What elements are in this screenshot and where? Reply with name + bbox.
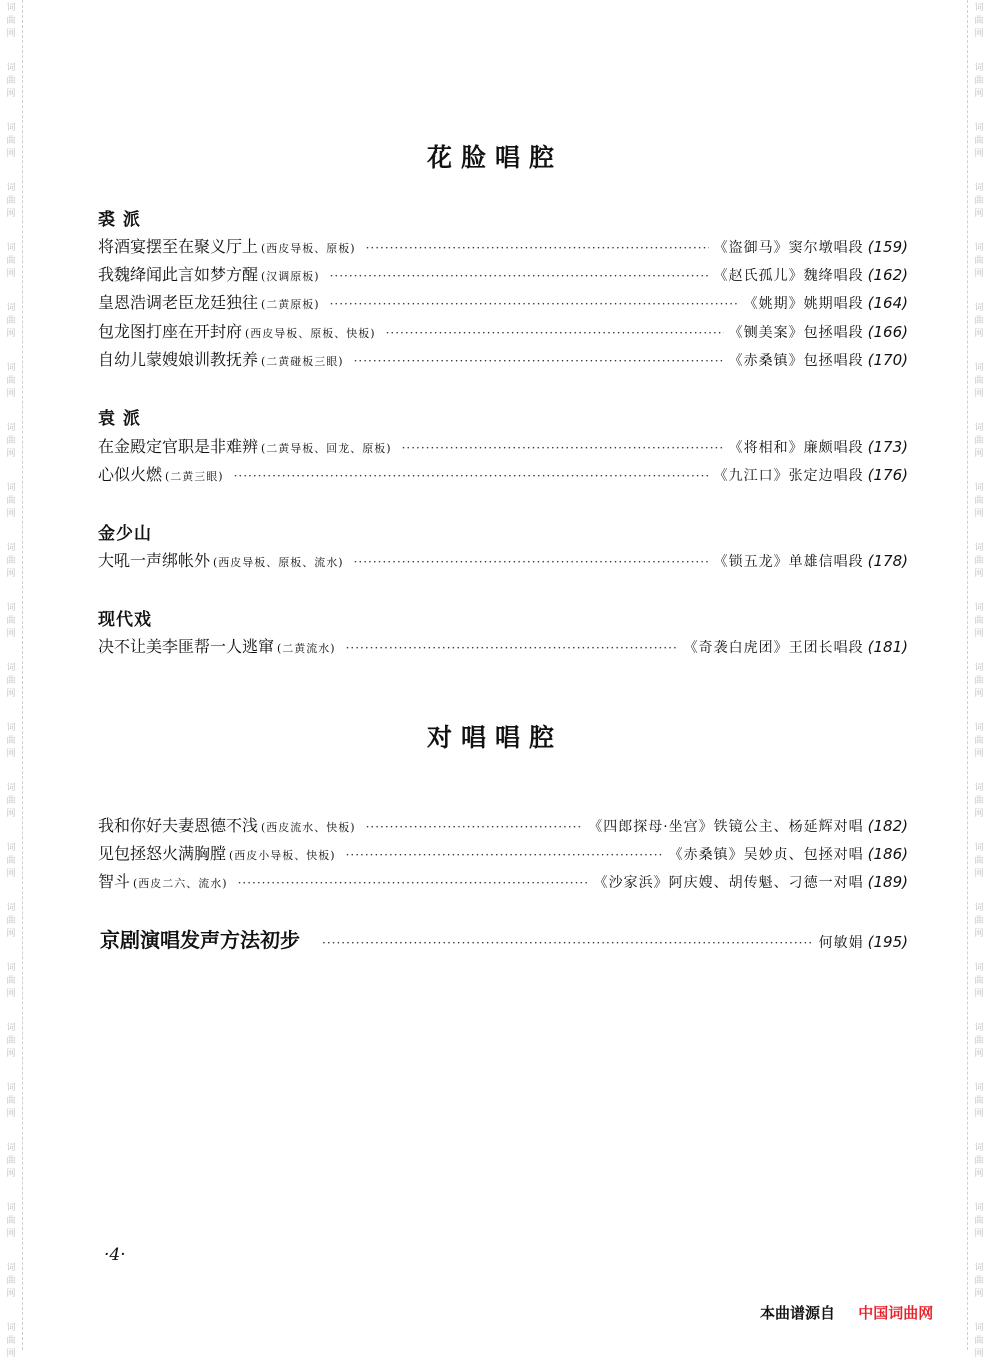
watermark-char: 曲 xyxy=(6,1156,16,1166)
watermark-char: 词 xyxy=(974,123,984,133)
watermark-char: 网 xyxy=(974,629,984,639)
watermark-glyph-group xyxy=(968,62,990,101)
watermark-char: 曲 xyxy=(6,796,16,806)
entry-note: (二黄流水) xyxy=(277,642,336,655)
watermark-char: 曲 xyxy=(974,436,984,446)
watermark-glyph-group xyxy=(0,542,22,581)
entry-source: 《赤桑镇》吴妙贞、包拯对唱 xyxy=(668,847,864,863)
watermark-char: 词 xyxy=(6,723,16,733)
entry-page: (186) xyxy=(867,845,908,863)
watermark-char: 网 xyxy=(6,809,16,819)
watermark-char: 网 xyxy=(6,329,16,339)
watermark-char: 曲 xyxy=(6,976,16,986)
entry-note: (二黄三眼) xyxy=(165,470,224,483)
watermark-glyph-group xyxy=(968,182,990,221)
entry-page: (178) xyxy=(867,552,908,570)
watermark-char: 网 xyxy=(974,29,984,39)
watermark-char: 词 xyxy=(6,663,16,673)
watermark-char: 曲 xyxy=(974,616,984,626)
watermark-glyph-group xyxy=(968,842,990,881)
watermark-char: 网 xyxy=(974,89,984,99)
watermark-glyph-group xyxy=(0,422,22,461)
dot-leader xyxy=(366,241,709,255)
entry-note: (西皮小导板、快板) xyxy=(229,849,336,862)
entry-page: (170) xyxy=(867,351,908,369)
watermark-char: 网 xyxy=(6,689,16,699)
entry-page: (159) xyxy=(867,238,908,256)
dot-leader xyxy=(238,876,589,890)
watermark-char: 曲 xyxy=(6,1096,16,1106)
entry-title: 自幼儿蒙嫂娘训教抚养 xyxy=(98,350,259,369)
entry-title: 心似火燃 xyxy=(98,465,163,484)
watermark-glyph-group xyxy=(0,1082,22,1121)
entry-note: (二黄原板) xyxy=(261,298,320,311)
watermark-char: 网 xyxy=(974,269,984,279)
entry-title: 皇恩浩调老臣龙廷独往 xyxy=(98,293,259,312)
watermark-char: 曲 xyxy=(6,1336,16,1346)
watermark-char: 词 xyxy=(6,123,16,133)
watermark-char: 词 xyxy=(974,303,984,313)
watermark-char: 曲 xyxy=(6,856,16,866)
watermark-char: 词 xyxy=(6,963,16,973)
watermark-char: 网 xyxy=(974,509,984,519)
watermark-char: 网 xyxy=(6,1049,16,1059)
watermark-char: 词 xyxy=(974,1263,984,1273)
watermark-char: 词 xyxy=(6,783,16,793)
watermark-char: 词 xyxy=(974,543,984,553)
watermark-glyph-group xyxy=(968,1202,990,1241)
toc-entry[interactable] xyxy=(98,347,908,371)
watermark-glyph-group xyxy=(0,1202,22,1241)
watermark-char: 曲 xyxy=(6,256,16,266)
watermark-char: 曲 xyxy=(974,196,984,206)
watermark-char: 曲 xyxy=(974,976,984,986)
watermark-char: 曲 xyxy=(974,1336,984,1346)
watermark-char: 曲 xyxy=(6,196,16,206)
watermark-glyph-group xyxy=(968,1022,990,1061)
watermark-char: 网 xyxy=(6,209,16,219)
watermark-glyph-group xyxy=(0,782,22,821)
watermark-glyph-group xyxy=(0,62,22,101)
dot-leader xyxy=(322,936,814,950)
dot-leader xyxy=(386,326,724,340)
entry-note: (二黄导板、回龙、原板) xyxy=(261,442,392,455)
watermark-char: 网 xyxy=(6,29,16,39)
watermark-char: 网 xyxy=(6,1349,16,1359)
watermark-char: 词 xyxy=(974,63,984,73)
entry-source: 《沙家浜》阿庆嫂、胡传魁、刁德一对唱 xyxy=(593,875,864,891)
watermark-glyph-group xyxy=(968,962,990,1001)
article-author: 何敏娟 xyxy=(818,935,864,951)
left-watermark-strip xyxy=(0,0,23,1359)
toc-entry[interactable] xyxy=(98,290,908,314)
dot-leader xyxy=(346,848,664,862)
entry-title: 见包拯怒火满胸膛 xyxy=(98,844,227,863)
watermark-glyph-group xyxy=(968,482,990,521)
watermark-char: 词 xyxy=(974,783,984,793)
watermark-char: 词 xyxy=(974,663,984,673)
watermark-char: 网 xyxy=(6,929,16,939)
watermark-char: 网 xyxy=(974,809,984,819)
dot-leader xyxy=(346,641,679,655)
watermark-char: 曲 xyxy=(6,1216,16,1226)
watermark-glyph-group xyxy=(0,1022,22,1061)
watermark-char: 网 xyxy=(974,329,984,339)
watermark-char: 网 xyxy=(6,509,16,519)
dot-leader xyxy=(330,297,739,311)
watermark-char: 词 xyxy=(974,843,984,853)
dot-leader xyxy=(330,269,709,283)
watermark-char: 网 xyxy=(974,449,984,459)
footer-credit xyxy=(760,1302,933,1323)
watermark-glyph-group xyxy=(968,602,990,641)
watermark-char: 词 xyxy=(974,723,984,733)
watermark-char: 词 xyxy=(6,1323,16,1333)
watermark-char: 网 xyxy=(6,1109,16,1119)
entry-page: (166) xyxy=(867,323,908,341)
watermark-char: 词 xyxy=(6,243,16,253)
entry-source: 《九江口》张定边唱段 xyxy=(713,468,864,484)
watermark-glyph-group xyxy=(0,842,22,881)
toc-entry[interactable] xyxy=(98,462,908,486)
watermark-char: 网 xyxy=(974,149,984,159)
watermark-char: 曲 xyxy=(974,1276,984,1286)
watermark-glyph-group xyxy=(0,1142,22,1181)
watermark-char: 曲 xyxy=(974,796,984,806)
watermark-glyph-group xyxy=(968,422,990,461)
group-heading-jinshaoshan: 金少山 xyxy=(98,524,152,544)
watermark-char: 曲 xyxy=(974,16,984,26)
watermark-char: 词 xyxy=(974,363,984,373)
dot-leader xyxy=(402,441,724,455)
watermark-char: 曲 xyxy=(974,316,984,326)
watermark-glyph-group xyxy=(968,1082,990,1121)
toc-article-entry[interactable] xyxy=(100,924,908,956)
watermark-glyph-group xyxy=(0,1262,22,1301)
watermark-glyph-group xyxy=(0,302,22,341)
watermark-char: 词 xyxy=(974,3,984,13)
watermark-char: 网 xyxy=(974,929,984,939)
watermark-glyph-group xyxy=(968,782,990,821)
watermark-char: 词 xyxy=(6,303,16,313)
watermark-char: 网 xyxy=(974,869,984,879)
watermark-char: 曲 xyxy=(6,1276,16,1286)
dot-leader xyxy=(354,354,724,368)
entry-source: 《锁五龙》单雄信唱段 xyxy=(713,554,864,570)
entry-source: 《将相和》廉颇唱段 xyxy=(728,440,864,456)
entry-page: (182) xyxy=(867,817,908,835)
watermark-char: 曲 xyxy=(974,676,984,686)
watermark-char: 曲 xyxy=(6,556,16,566)
watermark-char: 网 xyxy=(974,389,984,399)
watermark-char: 曲 xyxy=(6,616,16,626)
watermark-char: 曲 xyxy=(6,736,16,746)
watermark-char: 网 xyxy=(6,629,16,639)
entry-note: (汉调原板) xyxy=(261,270,320,283)
watermark-char: 曲 xyxy=(974,1036,984,1046)
toc-entry[interactable] xyxy=(98,548,908,572)
watermark-char: 网 xyxy=(974,1109,984,1119)
watermark-char: 词 xyxy=(974,483,984,493)
watermark-char: 网 xyxy=(6,1289,16,1299)
watermark-char: 曲 xyxy=(974,556,984,566)
entry-note: (西皮导板、原板、快板) xyxy=(245,327,376,340)
watermark-char: 词 xyxy=(974,1143,984,1153)
watermark-char: 曲 xyxy=(6,16,16,26)
watermark-char: 曲 xyxy=(974,1096,984,1106)
watermark-char: 词 xyxy=(974,603,984,613)
group-heading-modern: 现代戏 xyxy=(98,610,152,630)
watermark-char: 词 xyxy=(6,1263,16,1273)
watermark-char: 词 xyxy=(974,423,984,433)
entry-title: 我和你好夫妻恩德不浅 xyxy=(98,816,259,835)
dot-leader xyxy=(354,555,709,569)
watermark-glyph-group xyxy=(0,902,22,941)
watermark-char: 网 xyxy=(6,869,16,879)
watermark-char: 曲 xyxy=(974,856,984,866)
watermark-char: 网 xyxy=(974,749,984,759)
watermark-char: 网 xyxy=(6,149,16,159)
watermark-char: 网 xyxy=(974,209,984,219)
entry-note: (西皮二六、流水) xyxy=(133,877,228,890)
toc-entry[interactable] xyxy=(98,869,908,893)
entry-source: 《四郎探母·坐宫》铁镜公主、杨延辉对唱 xyxy=(588,819,864,835)
watermark-char: 词 xyxy=(6,423,16,433)
watermark-char: 词 xyxy=(6,1143,16,1153)
watermark-char: 曲 xyxy=(974,1216,984,1226)
watermark-char: 网 xyxy=(6,89,16,99)
watermark-char: 曲 xyxy=(6,496,16,506)
watermark-char: 曲 xyxy=(6,136,16,146)
watermark-char: 词 xyxy=(974,183,984,193)
entry-source: 《奇袭白虎团》王团长唱段 xyxy=(683,640,864,656)
entry-title: 我魏绛闻此言如梦方醒 xyxy=(98,265,259,284)
toc-entry[interactable] xyxy=(98,634,908,658)
entry-source: 《姚期》姚期唱段 xyxy=(743,296,864,312)
watermark-char: 网 xyxy=(6,749,16,759)
entry-page: (181) xyxy=(867,638,908,656)
watermark-glyph-group xyxy=(0,482,22,521)
section-title-duichang: 对唱唱腔 xyxy=(426,723,563,752)
watermark-char: 词 xyxy=(974,243,984,253)
watermark-char: 曲 xyxy=(6,376,16,386)
watermark-char: 词 xyxy=(6,363,16,373)
watermark-glyph-group xyxy=(968,1142,990,1181)
watermark-char: 词 xyxy=(974,963,984,973)
watermark-char: 曲 xyxy=(974,1156,984,1166)
toc-entry[interactable] xyxy=(98,841,908,865)
watermark-char: 词 xyxy=(6,903,16,913)
watermark-char: 网 xyxy=(974,1289,984,1299)
watermark-char: 词 xyxy=(6,63,16,73)
watermark-char: 词 xyxy=(974,1323,984,1333)
right-watermark-strip xyxy=(967,0,990,1359)
entry-note: (西皮流水、快板) xyxy=(261,821,356,834)
watermark-char: 曲 xyxy=(6,436,16,446)
entry-page: (164) xyxy=(867,294,908,312)
watermark-glyph-group xyxy=(968,662,990,701)
watermark-char: 曲 xyxy=(974,256,984,266)
watermark-char: 网 xyxy=(974,1349,984,1359)
watermark-char: 曲 xyxy=(974,376,984,386)
watermark-char: 网 xyxy=(6,1229,16,1239)
watermark-char: 词 xyxy=(974,903,984,913)
watermark-glyph-group xyxy=(968,542,990,581)
entry-title: 包龙图打座在开封府 xyxy=(98,322,243,341)
toc-entry[interactable] xyxy=(98,319,908,343)
watermark-char: 词 xyxy=(6,1203,16,1213)
watermark-char: 曲 xyxy=(6,1036,16,1046)
watermark-char: 曲 xyxy=(974,136,984,146)
watermark-char: 词 xyxy=(6,543,16,553)
watermark-glyph-group xyxy=(0,602,22,641)
watermark-glyph-group xyxy=(968,902,990,941)
article-page: (195) xyxy=(867,933,908,951)
entry-note: (二黄碰板三眼) xyxy=(261,355,344,368)
entry-title: 智斗 xyxy=(98,872,131,891)
watermark-char: 曲 xyxy=(6,676,16,686)
toc-entry[interactable] xyxy=(98,434,908,458)
watermark-char: 网 xyxy=(974,1169,984,1179)
entry-title: 大吼一声绑帐外 xyxy=(98,551,211,570)
footer-source-text: 本曲谱源自 xyxy=(760,1304,836,1322)
toc-entry[interactable] xyxy=(98,262,908,286)
watermark-char: 词 xyxy=(974,1203,984,1213)
watermark-char: 曲 xyxy=(974,916,984,926)
watermark-glyph-group xyxy=(968,1262,990,1301)
watermark-char: 曲 xyxy=(974,736,984,746)
watermark-char: 网 xyxy=(6,1169,16,1179)
entry-title: 将酒宴摆至在聚义厅上 xyxy=(98,237,259,256)
watermark-glyph-group xyxy=(968,242,990,281)
watermark-char: 网 xyxy=(6,569,16,579)
watermark-glyph-group xyxy=(0,962,22,1001)
entry-page: (189) xyxy=(867,873,908,891)
watermark-char: 词 xyxy=(974,1023,984,1033)
watermark-char: 词 xyxy=(6,603,16,613)
watermark-glyph-group xyxy=(968,1322,990,1361)
watermark-glyph-group xyxy=(0,182,22,221)
watermark-glyph-group xyxy=(968,362,990,401)
entry-note: (西皮导板、原板) xyxy=(261,242,356,255)
entry-source: 《铡美案》包拯唱段 xyxy=(728,325,864,341)
watermark-char: 网 xyxy=(974,1049,984,1059)
watermark-char: 曲 xyxy=(974,496,984,506)
watermark-glyph-group xyxy=(0,362,22,401)
watermark-char: 词 xyxy=(6,843,16,853)
watermark-char: 网 xyxy=(974,689,984,699)
watermark-char: 网 xyxy=(974,569,984,579)
watermark-char: 网 xyxy=(974,989,984,999)
watermark-char: 词 xyxy=(6,183,16,193)
watermark-char: 词 xyxy=(974,1083,984,1093)
watermark-char: 网 xyxy=(6,989,16,999)
watermark-char: 词 xyxy=(6,1023,16,1033)
toc-entry[interactable] xyxy=(98,813,908,837)
entry-page: (176) xyxy=(867,466,908,484)
watermark-char: 网 xyxy=(6,269,16,279)
footer-brand-link[interactable]: 中国词曲网 xyxy=(858,1304,934,1322)
entry-source: 《赤桑镇》包拯唱段 xyxy=(728,353,864,369)
article-title: 京剧演唱发声方法初步 xyxy=(100,928,300,952)
dot-leader xyxy=(234,469,709,483)
entry-source: 《赵氏孤儿》魏绛唱段 xyxy=(713,268,864,284)
group-heading-yuan: 袁 派 xyxy=(98,409,141,429)
group-heading-qiu: 裘 派 xyxy=(98,210,141,230)
entry-page: (162) xyxy=(867,266,908,284)
watermark-char: 曲 xyxy=(6,76,16,86)
watermark-char: 网 xyxy=(6,449,16,459)
entry-note: (西皮导板、原板、流水) xyxy=(213,556,344,569)
section-title-hualian: 花脸唱腔 xyxy=(426,143,563,172)
entry-page: (173) xyxy=(867,438,908,456)
entry-title: 在金殿定官职是非难辨 xyxy=(98,437,259,456)
entry-title: 决不让美李匪帮一人逃窜 xyxy=(98,637,275,656)
watermark-char: 曲 xyxy=(6,916,16,926)
watermark-glyph-group xyxy=(968,2,990,41)
toc-entry[interactable] xyxy=(98,234,908,258)
watermark-char: 词 xyxy=(6,3,16,13)
watermark-glyph-group xyxy=(0,242,22,281)
dot-leader xyxy=(366,820,584,834)
watermark-glyph-group xyxy=(0,2,22,41)
watermark-char: 网 xyxy=(6,389,16,399)
watermark-glyph-group xyxy=(0,1322,22,1361)
watermark-glyph-group xyxy=(0,662,22,701)
entry-source: 《盗御马》窦尔墩唱段 xyxy=(713,240,864,256)
page-number: ·4· xyxy=(104,1245,126,1265)
watermark-glyph-group xyxy=(968,302,990,341)
watermark-char: 曲 xyxy=(6,316,16,326)
watermark-char: 网 xyxy=(974,1229,984,1239)
watermark-char: 词 xyxy=(6,1083,16,1093)
watermark-char: 词 xyxy=(6,483,16,493)
watermark-char: 曲 xyxy=(974,76,984,86)
